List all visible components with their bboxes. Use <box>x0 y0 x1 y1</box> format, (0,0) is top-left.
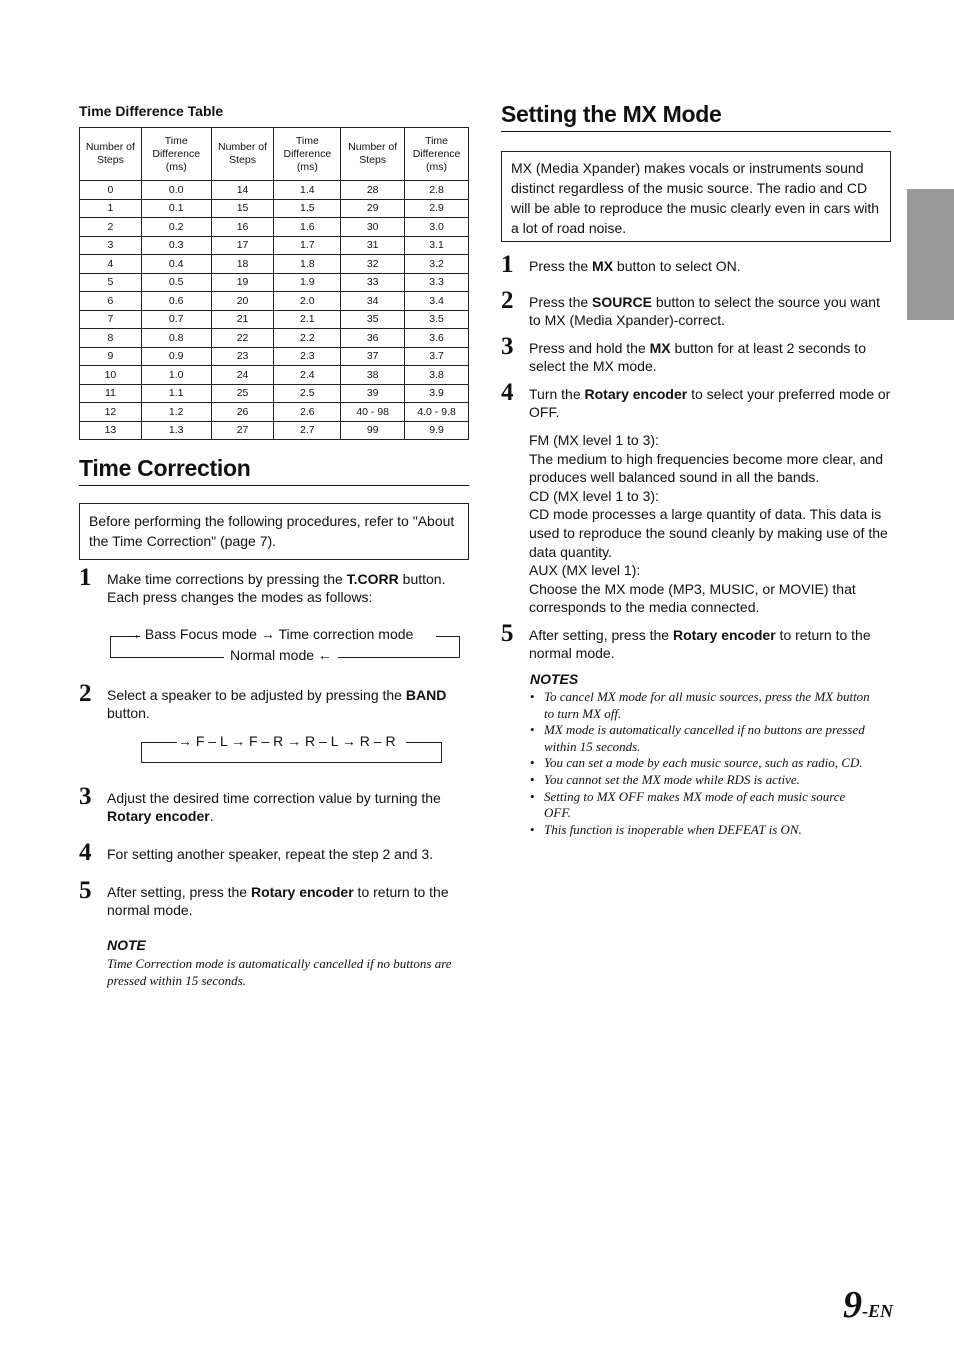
mode-cycle-top: → Bass Focus mode → Time correction mode <box>127 626 414 642</box>
page-number: 9-EN <box>843 1284 893 1326</box>
mode-cycle-bottom: Normal mode ← <box>230 647 332 663</box>
table-cell: 3.4 <box>405 292 469 311</box>
tc-note-heading: NOTE <box>107 937 146 953</box>
table-cell: 5 <box>80 273 142 292</box>
table-cell: 8 <box>80 329 142 348</box>
table-cell: 3.7 <box>405 347 469 366</box>
table-header-row <box>80 128 469 181</box>
step-number: 5 <box>79 877 92 904</box>
step-text: After setting, press the Rotary encoder to return to the normal mode. <box>107 884 449 918</box>
step-text: After setting, press the Rotary encoder to return to the normal mode. <box>529 627 871 661</box>
note-item: • MX mode is automatically cancelled if no buttons are pressed within 15 seconds. <box>530 722 875 755</box>
table-cell: 1.6 <box>274 218 341 237</box>
table-cell: 16 <box>211 218 274 237</box>
time-difference-table <box>79 127 469 440</box>
table-cell: 9.9 <box>405 421 469 440</box>
step-number: 2 <box>501 287 514 314</box>
table-cell: 33 <box>341 273 405 292</box>
table-cell: 0.7 <box>141 310 211 329</box>
table-cell: 40 - 98 <box>341 403 405 422</box>
step-text: Make time corrections by pressing the T.CORR button. Each press changes the modes as follows: <box>107 571 446 605</box>
table-cell: 2.2 <box>274 329 341 348</box>
mx-mode-intro: MX (Media Xpander) makes vocals or instruments sound distinct regardless of the music source. The radio and CD will be able to reproduce the music clearly even in cars with a lot of road noise. <box>501 151 891 242</box>
table-cell: 3.2 <box>405 255 469 274</box>
table-cell: 2.4 <box>274 366 341 385</box>
step-text: Adjust the desired time correction value by turning the Rotary encoder. <box>107 790 441 824</box>
time-table-title: Time Difference Table <box>79 103 224 119</box>
detail-fm-text: The medium to high frequencies become more clear, and produces well balanced sound in all the bands. <box>529 450 884 486</box>
table-row <box>80 310 469 329</box>
table-cell: 3.9 <box>405 384 469 403</box>
table-cell: 3.0 <box>405 218 469 237</box>
table-row <box>80 366 469 385</box>
table-row <box>80 236 469 255</box>
table-cell: 17 <box>211 236 274 255</box>
table-cell: 0.1 <box>141 199 211 218</box>
table-cell: 0.8 <box>141 329 211 348</box>
step-text: Press the SOURCE button to select the source you want to MX (Media Xpander)-correct. <box>529 294 880 328</box>
table-cell: 12 <box>80 403 142 422</box>
table-cell: 32 <box>341 255 405 274</box>
table-row <box>80 255 469 274</box>
table-cell: 2.3 <box>274 347 341 366</box>
table-cell: 10 <box>80 366 142 385</box>
table-cell: 0.5 <box>141 273 211 292</box>
step-text: Press the MX button to select ON. <box>529 258 741 274</box>
mx-notes-list <box>530 689 875 838</box>
table-cell: 37 <box>341 347 405 366</box>
table-cell: 13 <box>80 421 142 440</box>
table-header-cell: Number of Steps <box>211 128 274 181</box>
mx-notes-heading: NOTES <box>530 671 579 687</box>
table-cell: 4 <box>80 255 142 274</box>
table-header-cell: Number of Steps <box>341 128 405 181</box>
step-number: 4 <box>79 839 92 866</box>
table-cell: 27 <box>211 421 274 440</box>
note-item: • Setting to MX OFF makes MX mode of each music source OFF. <box>530 789 875 822</box>
table-cell: 1 <box>80 199 142 218</box>
table-row <box>80 347 469 366</box>
table-row <box>80 181 469 200</box>
step-text: Turn the Rotary encoder to select your preferred mode or OFF. <box>529 386 891 420</box>
table-cell: 26 <box>211 403 274 422</box>
speaker-cycle-text: → F – L → F – R → R – L → R – R <box>178 733 396 749</box>
table-cell: 0.4 <box>141 255 211 274</box>
table-row <box>80 421 469 440</box>
table-cell: 30 <box>341 218 405 237</box>
detail-aux-text: Choose the MX mode (MP3, MUSIC, or MOVIE) that corresponds to the media connected. <box>529 580 856 616</box>
table-row <box>80 403 469 422</box>
table-row <box>80 199 469 218</box>
step-number: 3 <box>79 783 92 810</box>
table-body <box>80 181 469 440</box>
table-cell: 0.6 <box>141 292 211 311</box>
table-row <box>80 218 469 237</box>
table-cell: 11 <box>80 384 142 403</box>
side-tab-marker <box>907 189 954 320</box>
table-cell: 15 <box>211 199 274 218</box>
note-item: • To cancel MX mode for all music sources, press the MX button to turn MX off. <box>530 689 875 722</box>
detail-cd-label: CD (MX level 1 to 3): <box>529 487 659 504</box>
table-cell: 21 <box>211 310 274 329</box>
step-text: Select a speaker to be adjusted by pressing the BAND button. <box>107 687 447 721</box>
table-cell: 99 <box>341 421 405 440</box>
table-cell: 2.9 <box>405 199 469 218</box>
table-cell: 9 <box>80 347 142 366</box>
table-cell: 1.4 <box>274 181 341 200</box>
table-cell: 28 <box>341 181 405 200</box>
mx-mode-title: Setting the MX Mode <box>501 101 722 127</box>
table-cell: 1.1 <box>141 384 211 403</box>
table-header-cell: Time Difference (ms) <box>405 128 469 181</box>
table-row <box>80 273 469 292</box>
section-rule <box>501 131 891 132</box>
table-cell: 1.5 <box>274 199 341 218</box>
table-cell: 3.1 <box>405 236 469 255</box>
table-row <box>80 292 469 311</box>
table-cell: 6 <box>80 292 142 311</box>
table-cell: 0 <box>80 181 142 200</box>
detail-aux-label: AUX (MX level 1): <box>529 562 641 579</box>
table-cell: 2.7 <box>274 421 341 440</box>
step-number: 4 <box>501 379 514 406</box>
table-cell: 24 <box>211 366 274 385</box>
table-cell: 4.0 - 9.8 <box>405 403 469 422</box>
step-number: 3 <box>501 333 514 360</box>
table-cell: 31 <box>341 236 405 255</box>
time-correction-title: Time Correction <box>79 455 251 481</box>
table-cell: 39 <box>341 384 405 403</box>
table-cell: 1.9 <box>274 273 341 292</box>
table-cell: 0.3 <box>141 236 211 255</box>
table-cell: 23 <box>211 347 274 366</box>
table-cell: 7 <box>80 310 142 329</box>
step-text: For setting another speaker, repeat the step 2 and 3. <box>107 846 434 862</box>
step-number: 1 <box>79 564 92 591</box>
table-cell: 1.7 <box>274 236 341 255</box>
step-number: 2 <box>79 680 92 707</box>
table-cell: 3.3 <box>405 273 469 292</box>
table-cell: 1.8 <box>274 255 341 274</box>
table-cell: 18 <box>211 255 274 274</box>
time-correction-intro: Before performing the following procedures, refer to "About the Time Correction" (page 7). <box>79 503 469 560</box>
detail-cd-text: CD mode processes a large quantity of data. This data is used to reproduce the sound cleanly by making use of the data quantity. <box>529 506 888 560</box>
table-cell: 19 <box>211 273 274 292</box>
table-header-cell: Time Difference (ms) <box>274 128 341 181</box>
step-number: 1 <box>501 251 514 278</box>
table-cell: 0.9 <box>141 347 211 366</box>
table-cell: 35 <box>341 310 405 329</box>
table-cell: 38 <box>341 366 405 385</box>
table-cell: 1.0 <box>141 366 211 385</box>
table-cell: 36 <box>341 329 405 348</box>
table-cell: 3.5 <box>405 310 469 329</box>
table-cell: 1.3 <box>141 421 211 440</box>
table-cell: 2.8 <box>405 181 469 200</box>
table-cell: 25 <box>211 384 274 403</box>
detail-fm-label: FM (MX level 1 to 3): <box>529 432 659 448</box>
note-item: • You cannot set the MX mode while RDS is active. <box>530 772 875 789</box>
table-header-cell: Number of Steps <box>80 128 142 181</box>
section-rule <box>79 485 469 486</box>
table-cell: 2.6 <box>274 403 341 422</box>
table-cell: 0.0 <box>141 181 211 200</box>
table-cell: 22 <box>211 329 274 348</box>
note-item: • You can set a mode by each music source, such as radio, CD. <box>530 755 875 772</box>
table-row <box>80 329 469 348</box>
table-row <box>80 384 469 403</box>
table-cell: 29 <box>341 199 405 218</box>
table-cell: 34 <box>341 292 405 311</box>
table-cell: 2 <box>80 218 142 237</box>
table-cell: 1.2 <box>141 403 211 422</box>
table-cell: 2.0 <box>274 292 341 311</box>
table-cell: 14 <box>211 181 274 200</box>
table-cell: 0.2 <box>141 218 211 237</box>
note-item: • This function is inoperable when DEFEAT is ON. <box>530 822 875 839</box>
table-cell: 2.1 <box>274 310 341 329</box>
step-number: 5 <box>501 620 514 647</box>
tc-note-text: Time Correction mode is automatically cancelled if no buttons are pressed within 15 seconds. <box>107 956 452 988</box>
mx-mode-details <box>529 431 891 617</box>
table-cell: 3.6 <box>405 329 469 348</box>
table-cell: 20 <box>211 292 274 311</box>
step-text: Press and hold the MX button for at least 2 seconds to select the MX mode. <box>529 340 866 374</box>
table-cell: 3 <box>80 236 142 255</box>
table-header-cell: Time Difference (ms) <box>141 128 211 181</box>
table-cell: 2.5 <box>274 384 341 403</box>
table-cell: 3.8 <box>405 366 469 385</box>
